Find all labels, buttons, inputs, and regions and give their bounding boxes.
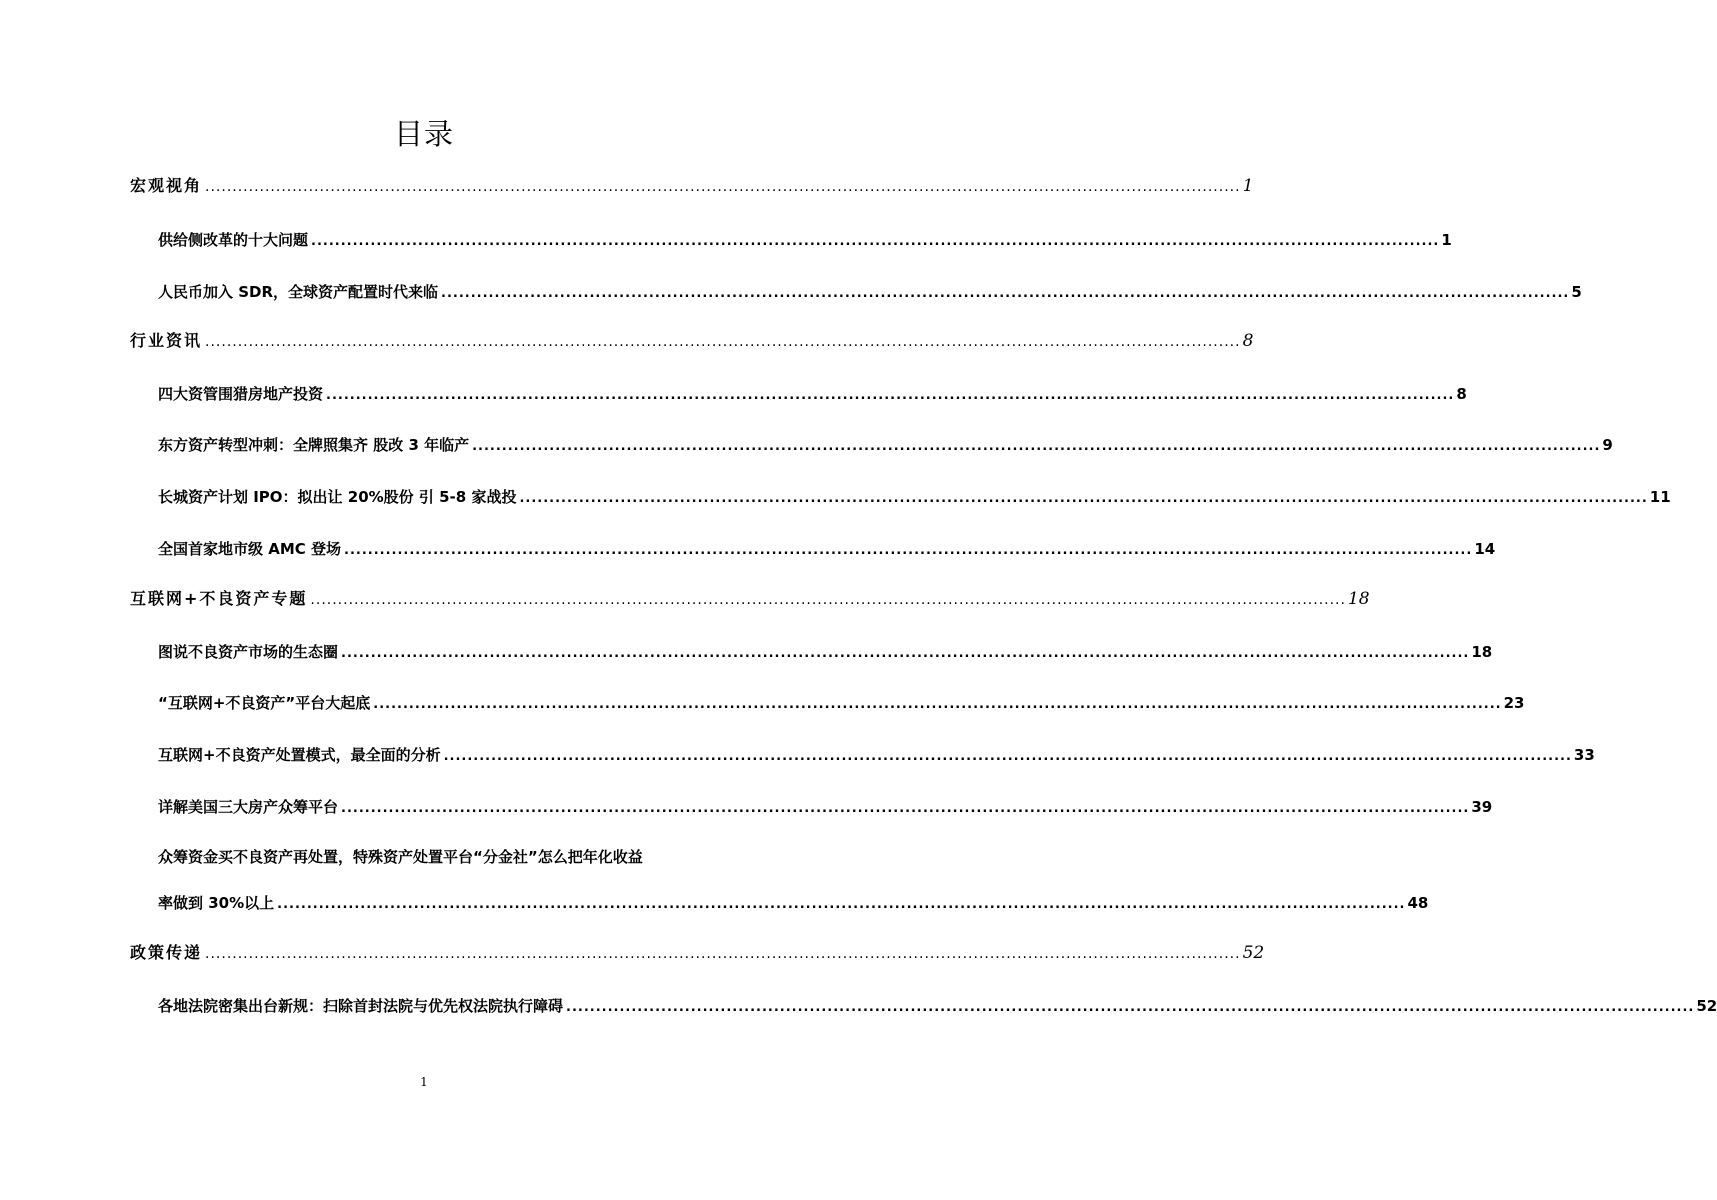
toc-entry[interactable] bbox=[158, 538, 1496, 559]
toc-page-number: 18 bbox=[1347, 589, 1370, 609]
toc-entry[interactable] bbox=[158, 434, 1613, 455]
toc-leader-dots: .............................................................................................................................................................................................. bbox=[519, 491, 1648, 506]
toc-entry-text: 供给侧改革的十大问题 bbox=[158, 231, 309, 249]
toc-entry-text: 全国首家地市级 AMC 登场 bbox=[158, 540, 341, 558]
toc-page-number: 14 bbox=[1474, 540, 1496, 558]
toc-page-number: 33 bbox=[1573, 746, 1595, 764]
toc-leader-dots: .............................................................................................................................................................................................. bbox=[344, 543, 1473, 558]
toc-leader-dots: .............................................................................................................................................................................................. bbox=[566, 1000, 1695, 1015]
toc-page-number: 48 bbox=[1407, 894, 1429, 912]
toc-entry-text: 详解美国三大房产众筹平台 bbox=[158, 798, 339, 816]
toc-leader-dots: .............................................................................................................................................................................................. bbox=[277, 897, 1406, 912]
toc-entry-text: 互联网+不良资产专题 bbox=[130, 589, 308, 608]
toc-entry-text: “互联网+不良资产”平台大起底 bbox=[158, 694, 371, 712]
page-footer-number: 1 bbox=[420, 1075, 428, 1089]
toc-leader-dots: .............................................................................................................................................................................................. bbox=[326, 388, 1455, 403]
toc-leader-dots: .............................................................................................................................................................................................. bbox=[341, 646, 1470, 661]
toc-page-number: 9 bbox=[1602, 436, 1613, 454]
toc-section-policy[interactable] bbox=[130, 940, 1265, 963]
toc-entry-text: 行业资讯 bbox=[130, 331, 203, 350]
toc-entry-text: 政策传递 bbox=[130, 943, 203, 962]
toc-entry[interactable] bbox=[158, 383, 1467, 404]
toc-entry-text: 长城资产计划 IPO：拟出让 20%股份 引 5-8 家战投 bbox=[158, 488, 517, 506]
toc-entry-text-line1[interactable]: 众筹资金买不良资产再处置，特殊资产处置平台“分金社”怎么把年化收益 bbox=[158, 848, 643, 866]
toc-page-number: 11 bbox=[1649, 488, 1671, 506]
toc-leader-dots: .............................................................................................................................................................................................. bbox=[373, 697, 1502, 712]
toc-page-number: 1 bbox=[1242, 176, 1254, 196]
toc-entry-text: 四大资管围猎房地产投资 bbox=[158, 385, 324, 403]
toc-entry-text: 各地法院密集出台新规：扫除首封法院与优先权法院执行障碍 bbox=[158, 997, 564, 1015]
toc-entry[interactable] bbox=[158, 281, 1582, 302]
toc-page-number: 52 bbox=[1242, 943, 1265, 963]
toc-leader-dots: .............................................................................................................................................................................................. bbox=[441, 286, 1570, 301]
toc-section-internet-npa[interactable] bbox=[130, 586, 1370, 609]
toc-section-macro[interactable] bbox=[130, 173, 1254, 196]
toc-leader-dots: .............................................................................................................................................................................................. bbox=[472, 439, 1601, 454]
toc-entry-text: 宏观视角 bbox=[130, 176, 203, 195]
toc-entry[interactable] bbox=[158, 692, 1525, 713]
toc-leader-dots: .............................................................................................................................................................................................. bbox=[443, 749, 1572, 764]
toc-entry[interactable] bbox=[158, 796, 1493, 817]
toc-entry[interactable] bbox=[158, 744, 1595, 765]
toc-entry-text: 东方资产转型冲刺：全牌照集齐 股改 3 年临产 bbox=[158, 436, 470, 454]
toc-entry-text: 人民币加入 SDR，全球资产配置时代来临 bbox=[158, 283, 439, 301]
toc-entry-text: 互联网+不良资产处置模式，最全面的分析 bbox=[158, 746, 441, 764]
toc-leader-dots: .............................................................................................................................................................................................. bbox=[341, 801, 1470, 816]
toc-page-number: 39 bbox=[1471, 798, 1493, 816]
toc-entry[interactable] bbox=[158, 229, 1452, 250]
toc-page-number: 52 bbox=[1696, 997, 1717, 1015]
toc-leader-dots: .............................................................................................................................................................................................. bbox=[205, 946, 1241, 962]
page-title: 目录 bbox=[393, 117, 454, 151]
toc-entry[interactable] bbox=[158, 995, 1717, 1016]
toc-page-number: 5 bbox=[1571, 283, 1582, 301]
toc-page-number: 8 bbox=[1456, 385, 1467, 403]
toc-entry[interactable] bbox=[158, 486, 1671, 507]
toc-section-industry[interactable] bbox=[130, 328, 1254, 351]
toc-leader-dots: .............................................................................................................................................................................................. bbox=[205, 334, 1241, 350]
toc-entry[interactable] bbox=[158, 892, 1429, 913]
toc-entry-text: 率做到 30%以上 bbox=[158, 894, 275, 912]
toc-entry[interactable] bbox=[158, 641, 1493, 662]
toc-page-number: 8 bbox=[1242, 331, 1254, 351]
toc-page-number: 23 bbox=[1503, 694, 1525, 712]
toc-page-number: 18 bbox=[1471, 643, 1493, 661]
toc-leader-dots: .............................................................................................................................................................................................. bbox=[311, 234, 1440, 249]
toc-page-number: 1 bbox=[1441, 231, 1452, 249]
toc-leader-dots: .............................................................................................................................................................................................. bbox=[205, 179, 1241, 195]
toc-leader-dots: .............................................................................................................................................................................................. bbox=[310, 592, 1346, 608]
toc-entry-text: 图说不良资产市场的生态圈 bbox=[158, 643, 339, 661]
